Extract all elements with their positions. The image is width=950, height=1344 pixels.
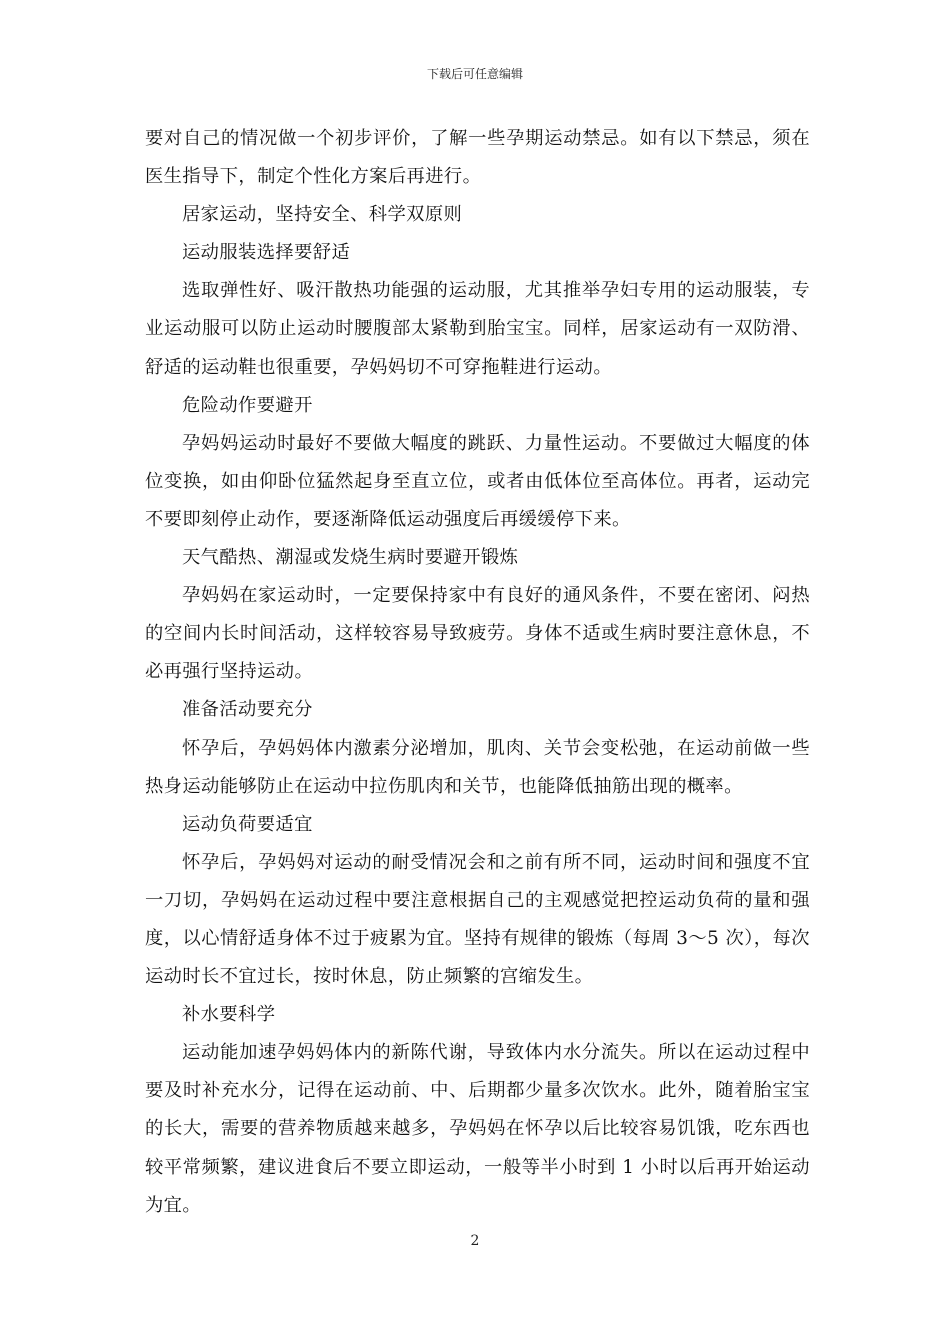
paragraph-dangerous-moves: 孕妈妈运动时最好不要做大幅度的跳跃、力量性运动。不要做过大幅度的体位变换，如由仰卧位猛然起身至直立位，或者由低体位至高体位。再者，运动完不要即刻停止动作，要逐渐降低运动强度后再缓缓停下来。 [145, 432, 810, 530]
paragraph-warm-up: 怀孕后，孕妈妈体内激素分泌增加，肌肉、关节会变松弛，在运动前做一些热身运动能够防止在运动中拉伤肌肉和关节，也能降低抽筋出现的概率。 [145, 737, 810, 797]
heading-dangerous-moves: 危险动作要避开 [182, 394, 313, 416]
heading-clothing: 运动服装选择要舒适 [182, 242, 351, 264]
page-number: 2 [470, 1233, 480, 1249]
heading-home-exercise-principles: 居家运动，坚持安全、科学双原则 [182, 204, 463, 226]
heading-hydration: 补水要科学 [182, 1004, 276, 1026]
heading-exercise-load: 运动负荷要适宜 [182, 813, 313, 835]
page-header: 下载后可任意编辑 [426, 67, 523, 81]
paragraph-clothing: 选取弹性好、吸汗散热功能强的运动服，尤其推举孕妇专用的运动服装，专业运动服可以防止运动时腰腹部太紧勒到胎宝宝。同样，居家运动有一双防滑、舒适的运动鞋也很重要，孕妈妈切不可穿拖鞋进行运动。 [145, 280, 810, 378]
paragraph-intro: 要对自己的情况做一个初步评价，了解一些孕期运动禁忌。如有以下禁忌，须在医生指导下，制定个性化方案后再进行。 [145, 128, 810, 188]
heading-weather-illness: 天气酷热、潮湿或发烧生病时要避开锻炼 [182, 547, 519, 569]
paragraph-weather-illness: 孕妈妈在家运动时，一定要保持家中有良好的通风条件，不要在密闭、闷热的空间内长时间活动，这样较容易导致疲劳。身体不适或生病时要注意休息，不必再强行坚持运动。 [145, 585, 810, 683]
paragraph-exercise-load: 怀孕后，孕妈妈对运动的耐受情况会和之前有所不同，运动时间和强度不宜一刀切，孕妈妈在运动过程中要注意根据自己的主观感觉把控运动负荷的量和强度，以心情舒适身体不过于疲累为宜。坚持有规律的锻炼（每周 3～5 次），每次运动时长不宜过长，按时休息，防止频繁的宫缩发生。 [145, 851, 810, 988]
document-body [145, 120, 810, 1225]
heading-warm-up: 准备活动要充分 [182, 699, 313, 721]
paragraph-hydration: 运动能加速孕妈妈体内的新陈代谢，导致体内水分流失。所以在运动过程中要及时补充水分，记得在运动前、中、后期都少量多次饮水。此外，随着胎宝宝的长大，需要的营养物质越来越多，孕妈妈在怀孕以后比较容易饥饿，吃东西也较平常频繁，建议进食后不要立即运动，一般等半小时到 1 小时以后再开始运动为宜。 [145, 1042, 810, 1216]
